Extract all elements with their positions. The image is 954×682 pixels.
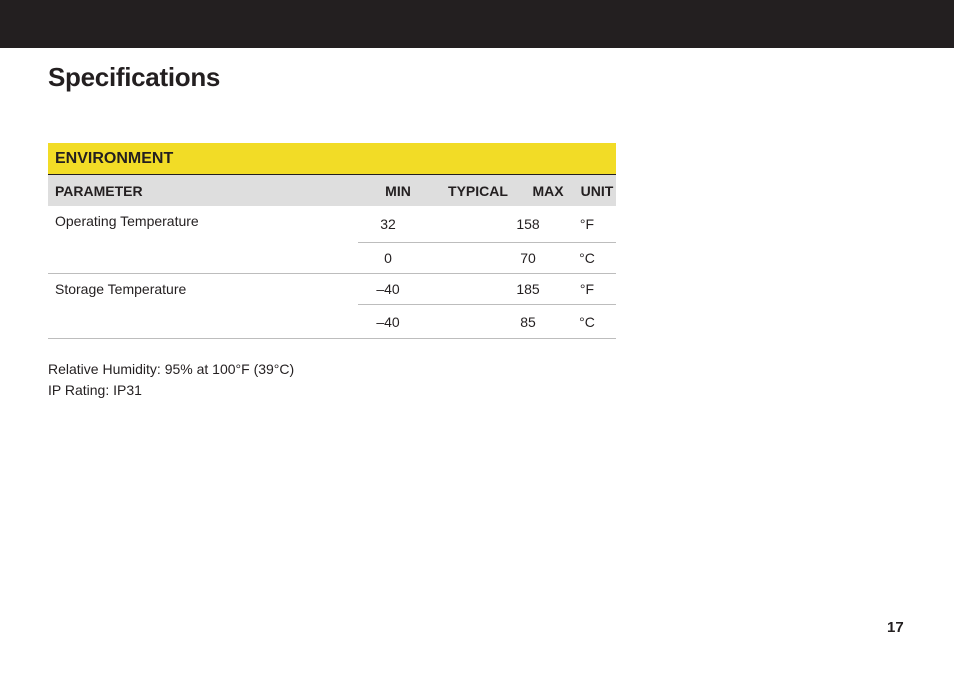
column-header-max: MAX [532,182,564,199]
value-max: 70 [520,250,536,266]
value-unit: °C [579,250,595,266]
value-min: 32 [380,216,396,232]
table-row-group-operating-temperature [48,206,616,274]
table-row-group-storage-temperature [48,274,616,339]
page-title: Specifications [48,62,221,92]
value-min: 0 [384,250,392,266]
environment-spec-table [48,143,616,339]
humidity-note: Relative Humidity: 95% at 100°F (39°C) [48,361,295,377]
value-unit: °C [579,313,595,330]
column-header-unit: UNIT [580,182,614,199]
value-unit: °F [579,216,595,232]
table-row [358,206,616,243]
value-min: –40 [376,281,400,297]
parameter-name: Operating Temperature [55,213,199,229]
column-header-typical: TYPICAL [448,182,508,199]
value-unit: °F [579,281,595,297]
value-max: 185 [516,281,540,297]
column-header-row [48,175,616,206]
page-number: 17 [887,619,904,636]
section-header [48,143,616,175]
column-header-min: MIN [385,182,411,199]
value-max: 158 [516,216,540,232]
top-bar [0,0,954,48]
table-row [358,274,616,305]
column-header-parameter: PARAMETER [55,182,143,199]
value-max: 85 [520,313,536,330]
section-title: ENVIRONMENT [55,149,174,167]
spec-notes [48,359,294,401]
ip-rating-note: IP Rating: IP31 [48,382,142,398]
parameter-values [358,274,616,338]
table-row [358,305,616,338]
table-row [358,243,616,273]
parameter-values [358,206,616,273]
value-min: –40 [376,313,400,330]
parameter-name: Storage Temperature [55,281,187,297]
